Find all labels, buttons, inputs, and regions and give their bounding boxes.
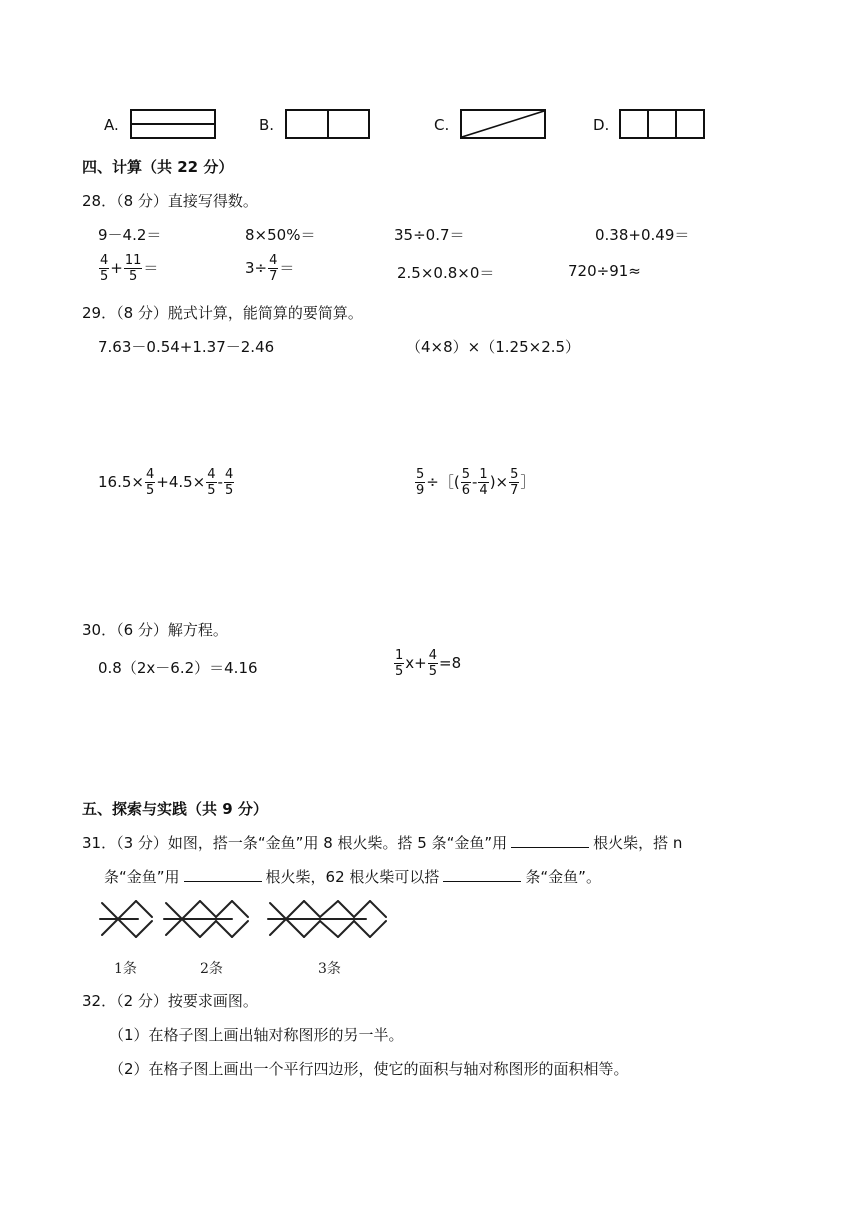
goldfish-2 <box>164 901 248 937</box>
caption-3: 3条 <box>318 961 341 977</box>
caption-2: 2条 <box>200 961 223 977</box>
option-a-figure <box>130 109 216 139</box>
option-b-figure <box>285 109 370 139</box>
option-c-label: C. <box>434 116 450 134</box>
q30-equation-1: 0.8（2x－6.2）＝4.16 <box>98 659 258 677</box>
q31-blank-3[interactable] <box>443 866 521 882</box>
q28-item-5: $\frac{4}{5}$ + $\frac{11}{5}$ ＝ <box>100 253 159 284</box>
caption-1: 1条 <box>114 961 137 977</box>
goldfish-1 <box>100 901 152 937</box>
q28-item-6: 3÷ $\frac{4}{7}$ ＝ <box>245 253 295 284</box>
q32-sub-1: （1）在格子图上画出轴对称图形的另一半。 <box>109 1026 404 1044</box>
section-5-title: 五、探索与实践（共 9 分） <box>82 800 268 818</box>
q28-item-4: 0.38+0.49＝ <box>595 226 690 244</box>
q28-item-1: 9－4.2＝ <box>98 226 162 244</box>
q31-line-2: 条“金鱼”用 根火柴，62 根火柴可以搭 条“金鱼”。 <box>104 868 601 886</box>
q28-item-7: 2.5×0.8×0＝ <box>397 264 495 282</box>
q29-expr-1: 7.63－0.54+1.37－2.46 <box>98 338 275 356</box>
q31-blank-2[interactable] <box>184 866 262 882</box>
q29-expr-3: 16.5× $\frac{4}{5}$ +4.5× $\frac{4}{5}$ - $\frac{4}{5}$ <box>98 467 234 498</box>
option-a-label: A. <box>104 116 119 134</box>
q28-item-3: 35÷0.7＝ <box>394 226 465 244</box>
q30-equation-2: $\frac{1}{5}$ x+ $\frac{4}{5}$ =8 <box>395 648 462 679</box>
q29-expr-4: $\frac{5}{9}$ ÷［( $\frac{5}{6}$ - $\frac{1}{4}$ )× $\frac{5}{7}$ ］ <box>416 467 536 498</box>
goldfish-matchstick-figure <box>98 893 398 953</box>
q29-stem: 29．（8 分）脱式计算，能简算的要简算。 <box>82 304 363 322</box>
q28-stem: 28．（8 分）直接写得数。 <box>82 192 258 210</box>
q29-expr-2: （4×8）×（1.25×2.5） <box>406 338 581 356</box>
q31-line-1: 31．（3 分）如图，搭一条“金鱼”用 8 根火柴。搭 5 条“金鱼”用 根火柴，搭 n <box>82 834 683 852</box>
q32-stem: 32．（2 分）按要求画图。 <box>82 992 258 1010</box>
goldfish-3 <box>268 901 386 937</box>
q30-stem: 30．（6 分）解方程。 <box>82 621 228 639</box>
q32-sub-2: （2）在格子图上画出一个平行四边形，使它的面积与轴对称图形的面积相等。 <box>109 1060 629 1078</box>
option-b-label: B. <box>259 116 275 134</box>
option-d-label: D. <box>593 116 610 134</box>
q31-blank-1[interactable] <box>511 832 589 848</box>
option-c-figure <box>460 109 546 139</box>
q28-item-8: 720÷91≈ <box>568 262 641 280</box>
q28-item-2: 8×50%＝ <box>245 226 316 244</box>
option-d-figure <box>619 109 705 139</box>
section-4-title: 四、计算（共 22 分） <box>82 158 234 176</box>
